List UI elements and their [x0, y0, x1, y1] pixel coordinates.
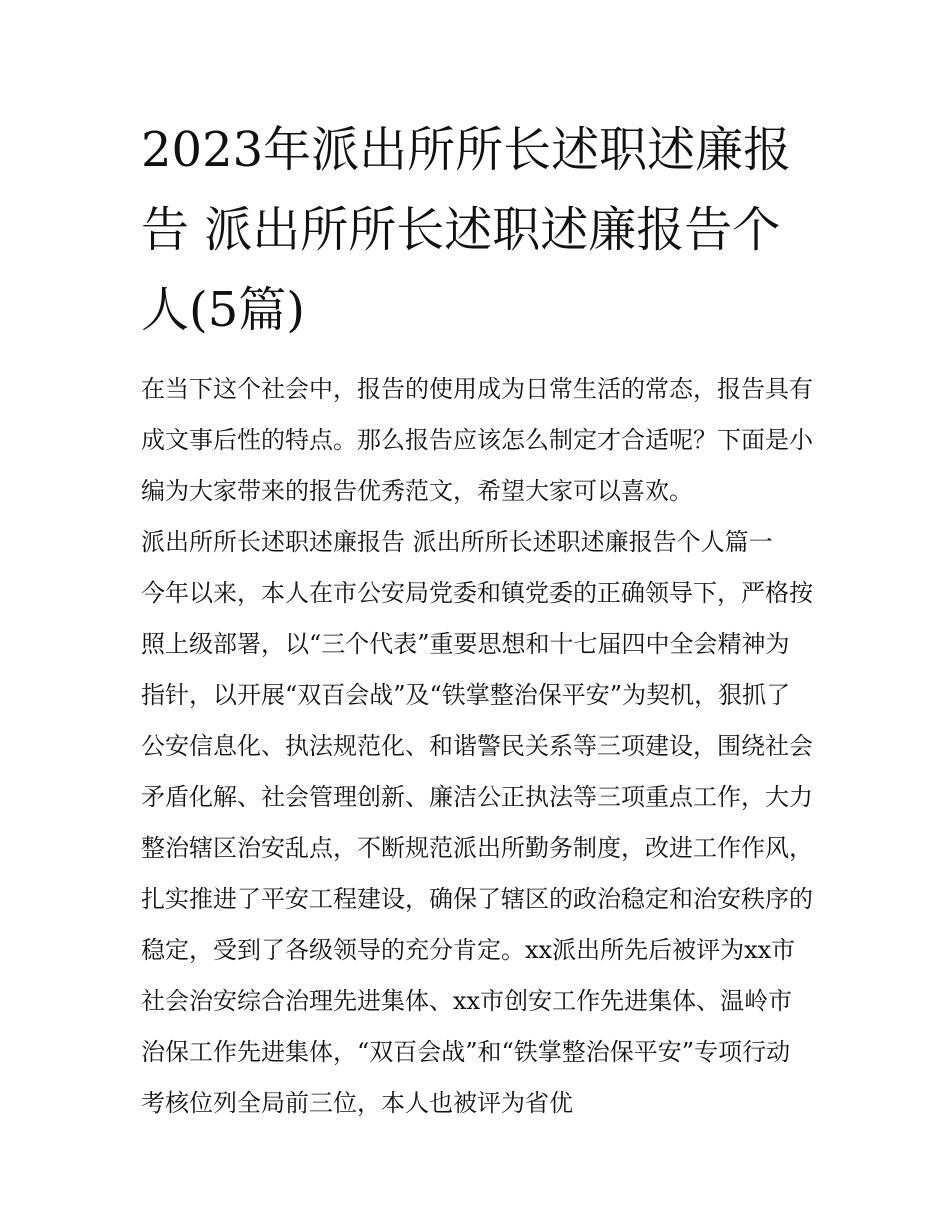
intro-paragraph: 在当下这个社会中，报告的使用成为日常生活的常态，报告具有成文事后性的特点。那么报告应该怎么制定才合适呢？下面是小编为大家带来的报告优秀范文，希望大家可以喜欢。: [141, 375, 813, 505]
document-title: 2023年派出所所长述职述廉报告 派出所所长述职述廉报告个人(5篇): [141, 122, 792, 338]
body-paragraph: 今年以来，本人在市公安局党委和镇党委的正确领导下，严格按照上级部署，以“三个代表”重要思想和十七届四中全会精神为指针，以开展“双百会战”及“铁掌整治保平安”为契机，狠抓了公安信息化、执法规范化、和谐警民关系等三项建设，围绕社会矛盾化解、社会管理创新、廉洁公正执法等三项重点工作，大力整治辖区治安乱点，不断规范派出所勤务制度，改进工作作风，扎实推进了平安工程建设，确保了辖区的政治稳定和治安秩序的稳定，受到了各级领导的充分肯定。xx派出所先后被评为xx市社会治安综合治理先进集体、xx市创安工作先进集体、温岭市治保工作先进集体，“双百会战”和“铁掌整治保平安”专项行动考核位列全局前三位，本人也被评为省优: [141, 579, 813, 1117]
document-body: [141, 110, 813, 1129]
section-heading: 派出所所长述职述廉报告 派出所所长述职述廉报告个人篇一: [141, 528, 773, 556]
